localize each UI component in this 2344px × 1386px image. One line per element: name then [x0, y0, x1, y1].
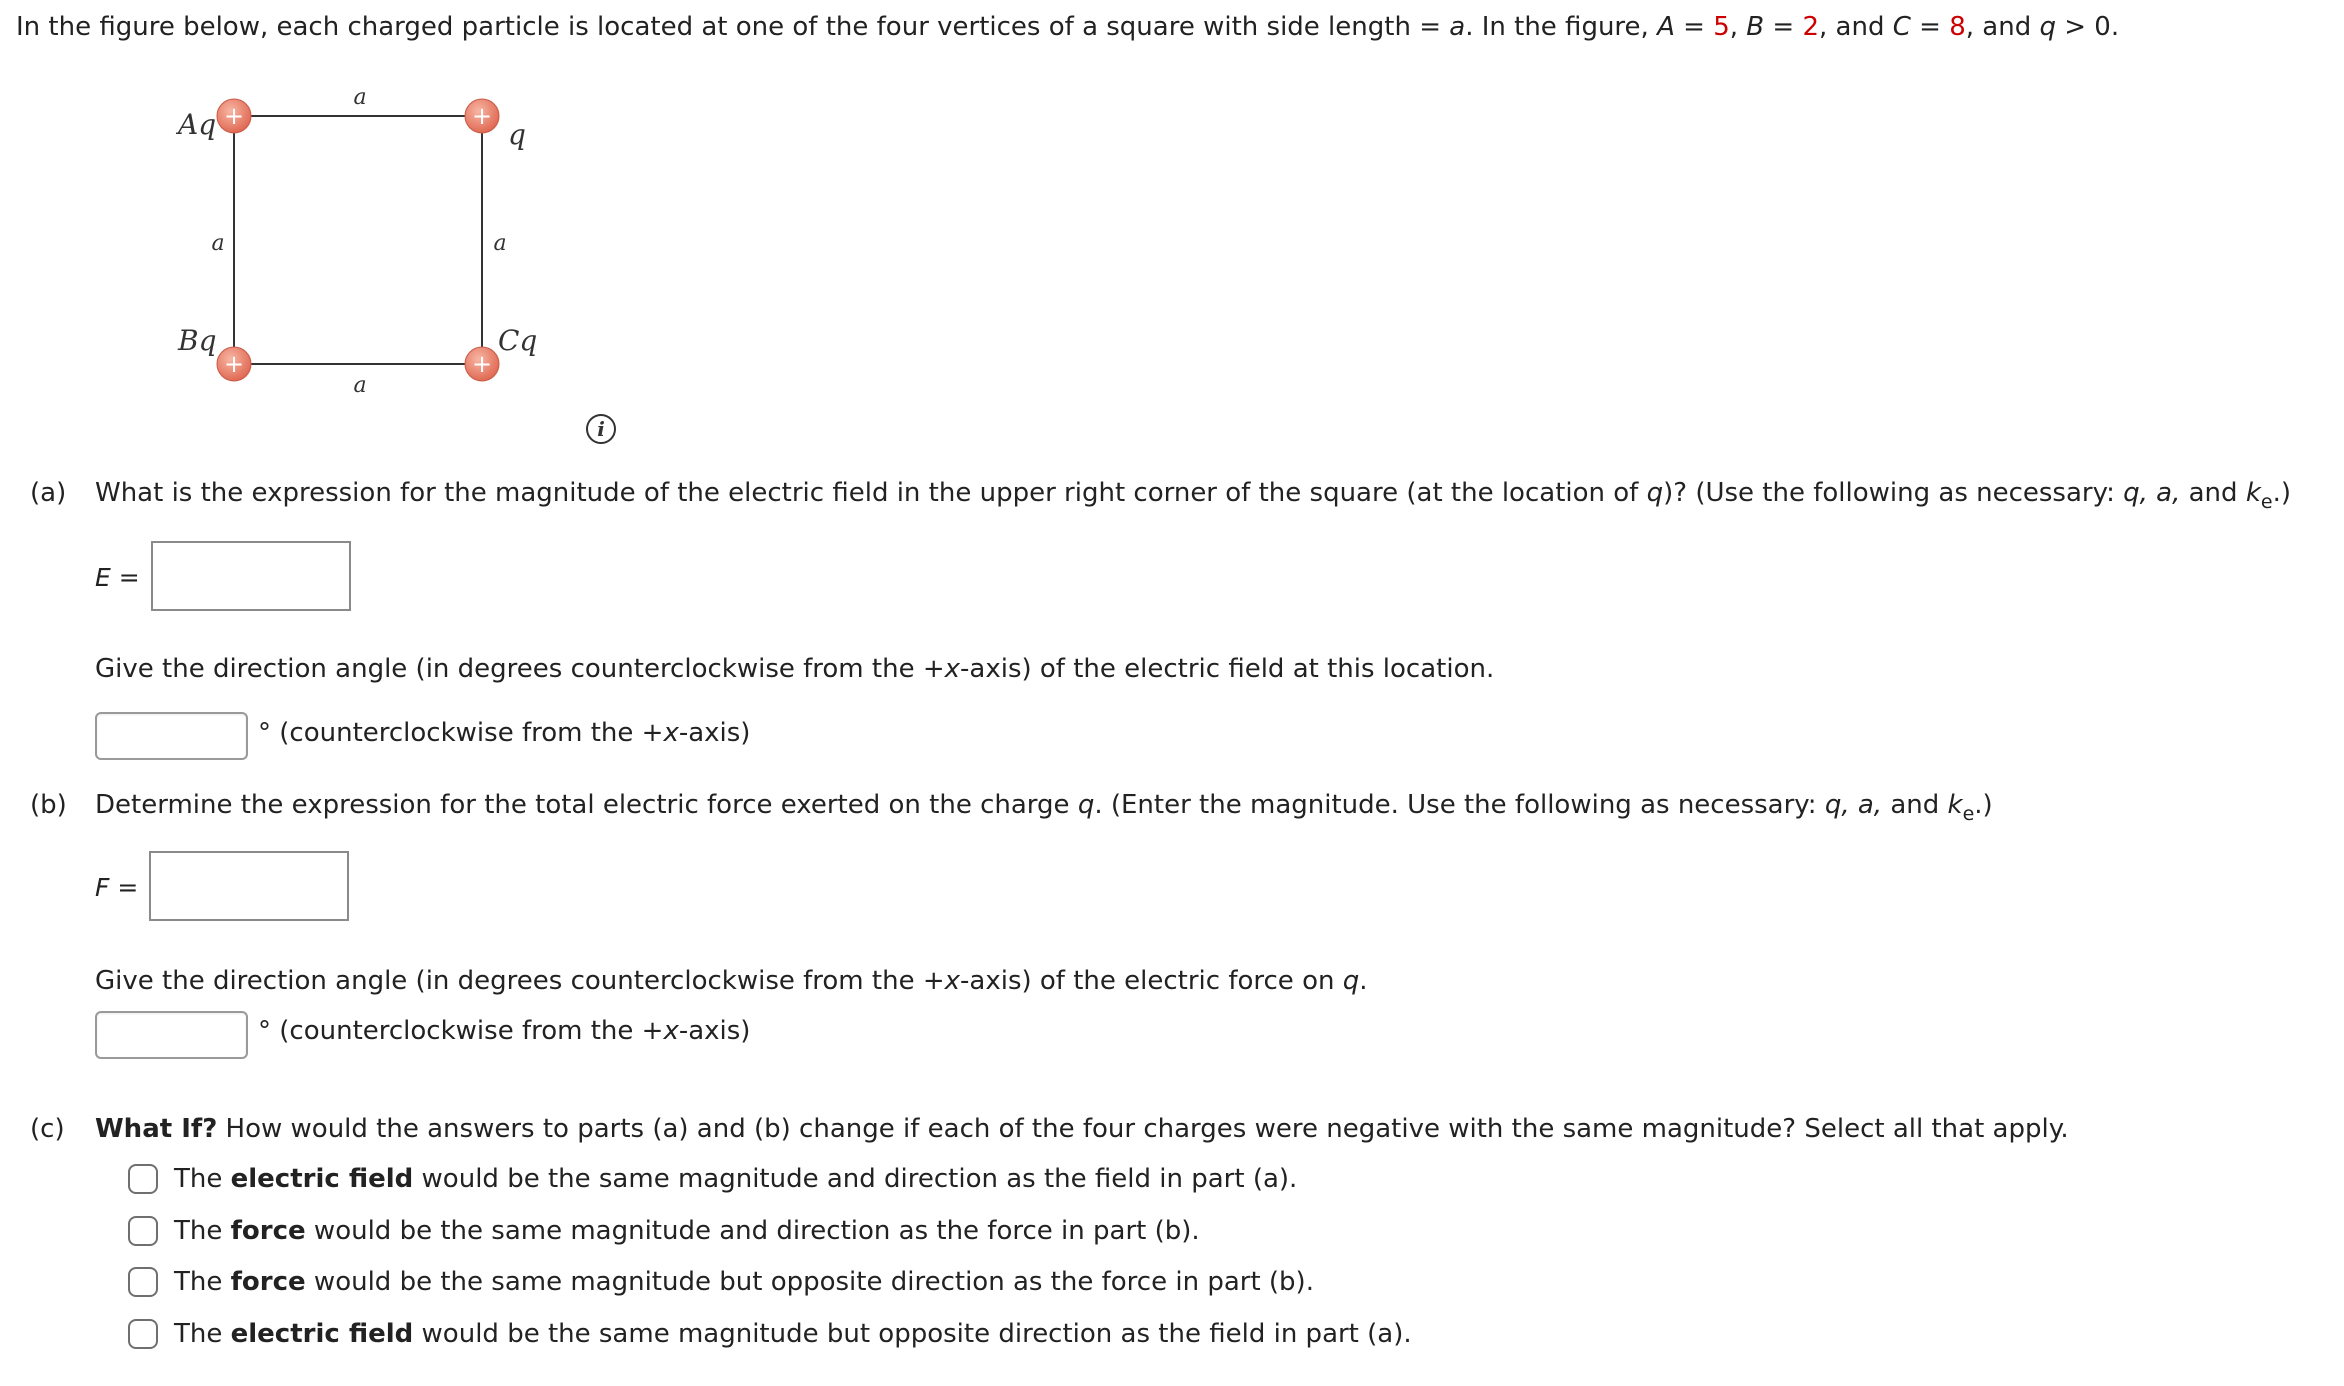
value-B: 2	[1802, 12, 1819, 42]
part-b-question: Determine the expression for the total electric force exerted on the charge q. (Enter the magnitude. Use the following as necessary: q, a, and $k_e$.)	[95, 790, 1993, 825]
svg-text:+: +	[471, 350, 493, 378]
option-label-2[interactable]: The force would be the same magnitude and direction as the force in part (b).	[174, 1216, 1200, 1246]
option-label-3[interactable]: The force would be the same magnitude but opposite direction as the force in part (b).	[174, 1267, 1314, 1297]
problem-intro: In the figure below, each charged particle is located at one of the four vertices of a square with side length = a. In the figure, A = 5, B = 2, and C = 8, and q > 0.	[16, 12, 2120, 42]
part-c-question: What If? How would the answers to parts (a) and (b) change if each of the four charges were negative with the same magnitude? Select all that apply.	[95, 1114, 2069, 1144]
charge-square-figure	[160, 80, 580, 420]
option-checkbox-4[interactable]	[128, 1319, 158, 1349]
part-c-label: (c)	[30, 1114, 65, 1144]
charge-label-Bq: Bq	[178, 324, 217, 357]
option-label-4[interactable]: The electric field would be the same magnitude but opposite direction as the field in part (a).	[174, 1319, 1412, 1349]
charge-label-Aq: Aq	[178, 108, 217, 141]
side-label-bottom: a	[353, 373, 367, 398]
option-checkbox-3[interactable]	[128, 1267, 158, 1297]
charge-bottom-right	[465, 347, 499, 381]
svg-text:+: +	[471, 102, 493, 130]
field-angle-suffix: ° (counterclockwise from the +x-axis)	[258, 718, 751, 748]
part-b-direction-prompt: Give the direction angle (in degrees counterclockwise from the +x-axis) of the electric force on q.	[95, 966, 1368, 996]
force-angle-input[interactable]	[95, 1011, 248, 1059]
charge-top-left	[217, 99, 251, 133]
part-b-label: (b)	[30, 790, 67, 820]
force-angle-suffix: ° (counterclockwise from the +x-axis)	[258, 1016, 751, 1046]
field-answer-label: E =	[95, 563, 140, 592]
side-label-top: a	[353, 85, 367, 110]
charge-label-q: q	[508, 118, 526, 151]
option-checkbox-2[interactable]	[128, 1216, 158, 1246]
info-icon[interactable]: i	[586, 414, 616, 444]
force-answer-label: F =	[95, 873, 139, 902]
option-checkbox-1[interactable]	[128, 1164, 158, 1194]
charge-label-Cq: Cq	[498, 324, 538, 357]
force-magnitude-input[interactable]	[149, 851, 349, 921]
value-C: 8	[1949, 12, 1966, 42]
charge-top-right	[465, 99, 499, 133]
side-label-left: a	[211, 231, 225, 256]
svg-text:+: +	[223, 350, 245, 378]
part-a-direction-prompt: Give the direction angle (in degrees counterclockwise from the +x-axis) of the electric field at this location.	[95, 654, 1495, 684]
option-label-1[interactable]: The electric field would be the same magnitude and direction as the field in part (a).	[174, 1164, 1298, 1194]
svg-text:+: +	[223, 102, 245, 130]
part-a-question: What is the expression for the magnitude of the electric field in the upper right corner of the square (at the location of q)? (Use the following as necessary: q, a, and $k_e$.)	[95, 478, 2291, 513]
value-A: 5	[1713, 12, 1730, 42]
field-angle-input[interactable]	[95, 712, 248, 760]
part-a-label: (a)	[30, 478, 67, 508]
side-label-right: a	[493, 231, 507, 256]
charge-bottom-left	[217, 347, 251, 381]
field-magnitude-input[interactable]	[151, 541, 351, 611]
